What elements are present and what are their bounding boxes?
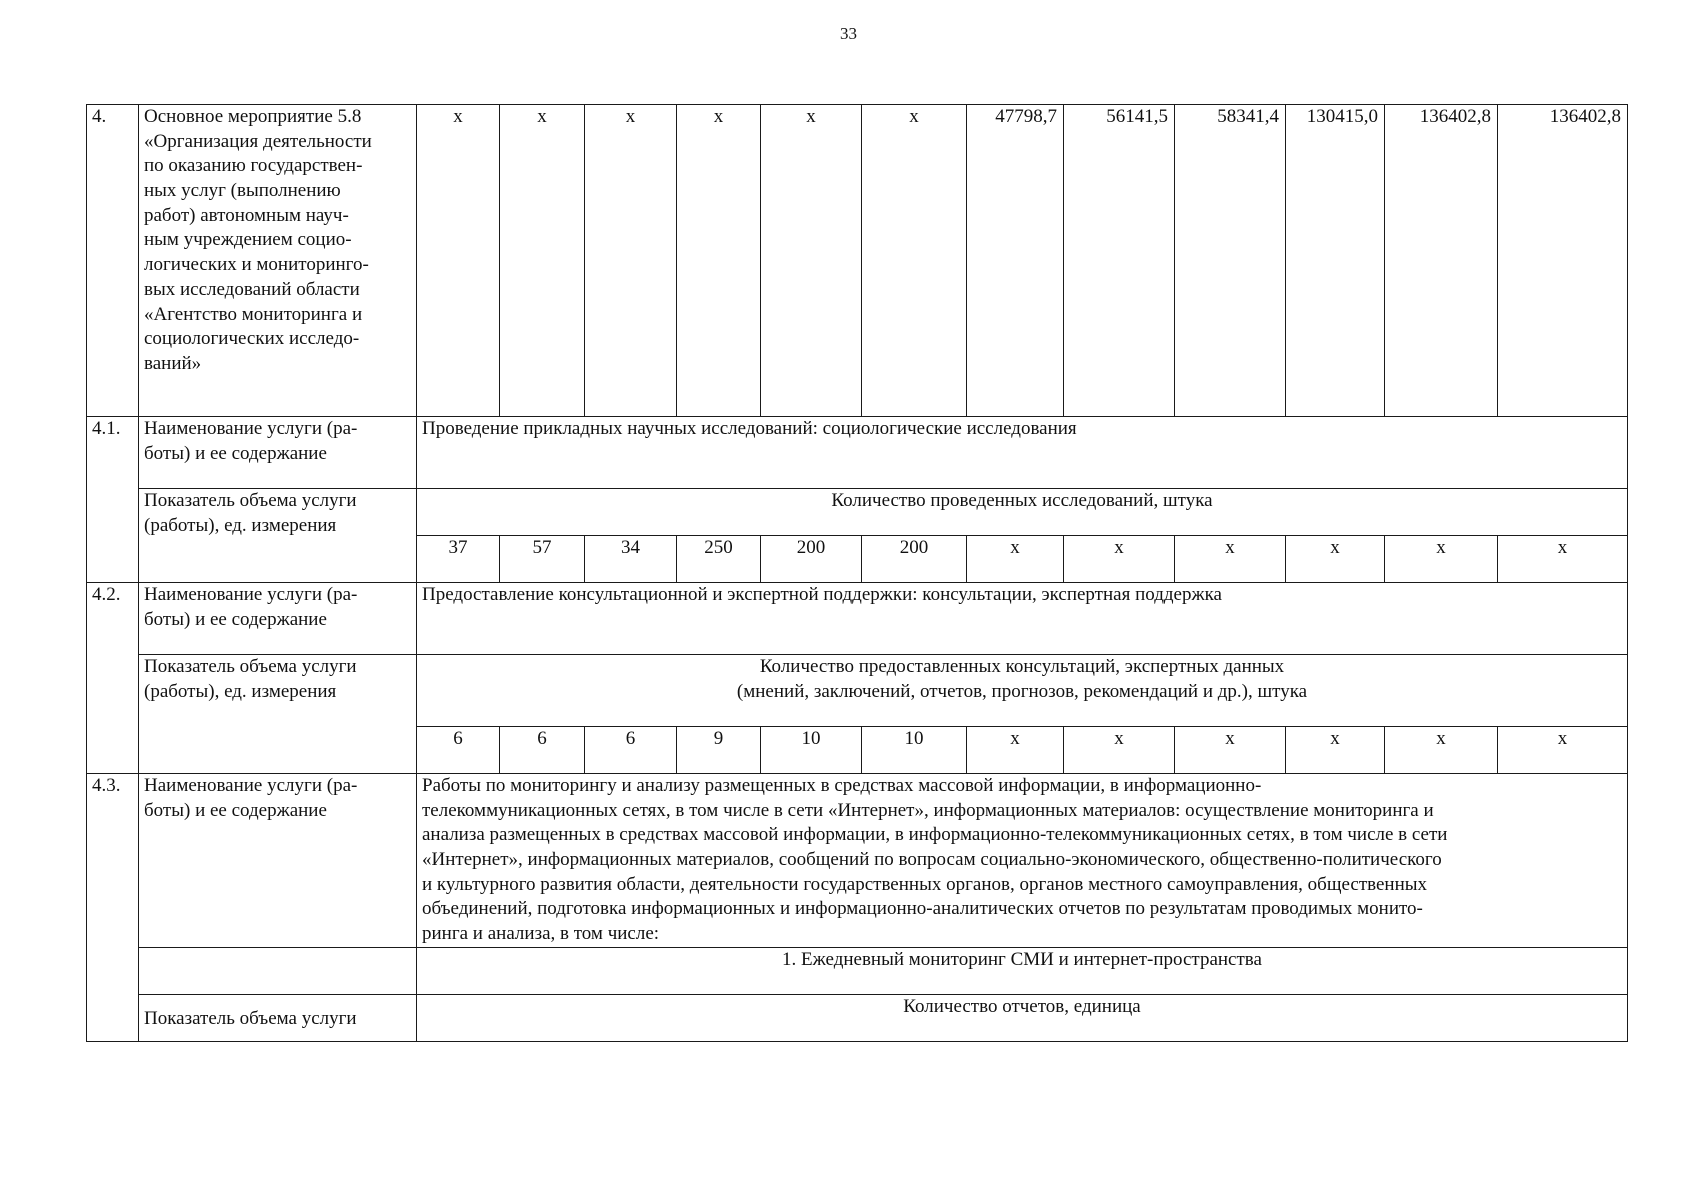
indicator-label-line: (работы), ед. измерения (144, 514, 337, 536)
service-label (139, 583, 417, 655)
indicator-label (139, 655, 417, 774)
indicator-unit: Количество отчетов, единица (417, 994, 1628, 1041)
value-cell: х (761, 105, 862, 417)
activity-name-line: «Организация деятельности (144, 130, 372, 152)
service-label-line: Наименование услуги (ра- (144, 418, 358, 439)
activity-name-line: Основное мероприятие 5.8 (144, 106, 362, 127)
indicator-unit (417, 655, 1628, 727)
activity-name-line: работ) автономным науч- (144, 204, 349, 226)
indicator-unit-line: Количество предоставленных консультаций, экспертных данных (759, 656, 1285, 677)
activity-name-line: вых исследований области (144, 278, 360, 300)
service-row (87, 774, 1628, 948)
value-cell: 10 (761, 727, 862, 774)
value-cell: 10 (862, 727, 967, 774)
service-label-line: боты) и ее содержание (144, 608, 327, 630)
indicator-label-line: Показатель объема услуги (144, 656, 357, 677)
service-label-line: боты) и ее содержание (144, 442, 327, 464)
value-cell: х (1498, 727, 1628, 774)
activity-name-line: по оказанию государствен- (144, 155, 363, 177)
value-cell: х (1286, 727, 1385, 774)
value-cell: х (1498, 536, 1628, 583)
indicator-label-line: Показатель объема услуги (144, 490, 357, 511)
service-row (87, 417, 1628, 489)
value-cell: х (1064, 727, 1175, 774)
activity-name (139, 105, 417, 417)
value-cell: 200 (761, 536, 862, 583)
value-cell: х (1385, 727, 1498, 774)
service-description: Проведение прикладных научных исследований: социологические исследования (417, 417, 1628, 489)
value-cell: 200 (862, 536, 967, 583)
indicator-row (87, 994, 1628, 1041)
service-description-line: Работы по мониторингу и анализу размещенных в средствах массовой информации, в информационно- (422, 775, 1262, 796)
value-cell: 6 (417, 727, 500, 774)
row-number: 4.3. (87, 774, 139, 1042)
page-number: 33 (840, 24, 857, 43)
service-description-line: объединений, подготовка информационных и информационно-аналитических отчетов по результатам проводимых монито- (422, 898, 1423, 920)
service-description-line: «Интернет», информационных материалов, сообщений по вопросам социально-экономического, общественно-политического (422, 849, 1442, 871)
value-cell: 136402,8 (1385, 105, 1498, 417)
value-cell: 6 (500, 727, 585, 774)
subitem-title: 1. Ежедневный мониторинг СМИ и интернет-пространства (417, 947, 1628, 994)
row-number: 4.1. (87, 417, 139, 583)
value-cell: х (417, 105, 500, 417)
value-cell: 56141,5 (1064, 105, 1175, 417)
service-description: Предоставление консультационной и экспертной поддержки: консультации, экспертная поддержка (417, 583, 1628, 655)
activity-name-line: ных услуг (выполнению (144, 180, 341, 202)
row-number: 4.2. (87, 583, 139, 774)
program-table (86, 104, 1628, 1042)
activity-name-line: ваний» (144, 352, 202, 374)
service-description-line: и культурного развития области, деятельности государственных органов, органов местного самоуправления, общественных (422, 873, 1428, 895)
service-description-line: анализа размещенных в средствах массовой информации, в информационно-телекоммуникационных сетях, в том числе в сети (422, 824, 1448, 846)
indicator-row (87, 489, 1628, 536)
value-cell: х (1385, 536, 1498, 583)
value-cell: х (1286, 536, 1385, 583)
value-cell: 58341,4 (1175, 105, 1286, 417)
indicator-label-line: (работы), ед. измерения (144, 680, 337, 702)
value-cell: 6 (585, 727, 677, 774)
value-cell: х (862, 105, 967, 417)
subitem-row (87, 947, 1628, 994)
service-label (139, 774, 417, 948)
main-activity-row (87, 105, 1628, 417)
service-label-line: Наименование услуги (ра- (144, 584, 358, 605)
value-cell: х (967, 536, 1064, 583)
service-description-line: ринга и анализа, в том числе: (422, 923, 660, 945)
service-row (87, 583, 1628, 655)
indicator-label: Показатель объема услуги (139, 994, 417, 1041)
value-cell: 130415,0 (1286, 105, 1385, 417)
service-description (417, 774, 1628, 948)
value-cell: 57 (500, 536, 585, 583)
value-cell: 250 (677, 536, 761, 583)
value-cell: 9 (677, 727, 761, 774)
value-cell: 37 (417, 536, 500, 583)
indicator-unit (417, 489, 1628, 536)
service-description-line: телекоммуникационных сетях, в том числе в сети «Интернет», информационных материалов: осуществление мониторинга и (422, 799, 1434, 821)
value-cell: 47798,7 (967, 105, 1064, 417)
value-cell: 136402,8 (1498, 105, 1628, 417)
value-cell: х (500, 105, 585, 417)
service-label-line: боты) и ее содержание (144, 799, 327, 821)
indicator-row (87, 655, 1628, 727)
activity-name-line: логических и мониторинго- (144, 254, 369, 276)
service-label (139, 417, 417, 489)
row-number: 4. (87, 105, 139, 417)
indicator-label (139, 489, 417, 583)
value-cell: х (967, 727, 1064, 774)
service-label-line: Наименование услуги (ра- (144, 775, 358, 796)
indicator-unit-line: (мнений, заключений, отчетов, прогнозов, рекомендаций и др.), штука (736, 680, 1308, 702)
activity-name-line: ным учреждением социо- (144, 229, 352, 251)
indicator-unit-line: Количество проведенных исследований, штука (831, 490, 1213, 511)
activity-name-line: «Агентство мониторинга и (144, 303, 363, 325)
value-cell: х (677, 105, 761, 417)
empty-cell (139, 947, 417, 994)
value-cell: х (1064, 536, 1175, 583)
activity-name-line: социологических исследо- (144, 328, 360, 350)
value-cell: х (1175, 536, 1286, 583)
value-cell: 34 (585, 536, 677, 583)
value-cell: х (1175, 727, 1286, 774)
value-cell: х (585, 105, 677, 417)
